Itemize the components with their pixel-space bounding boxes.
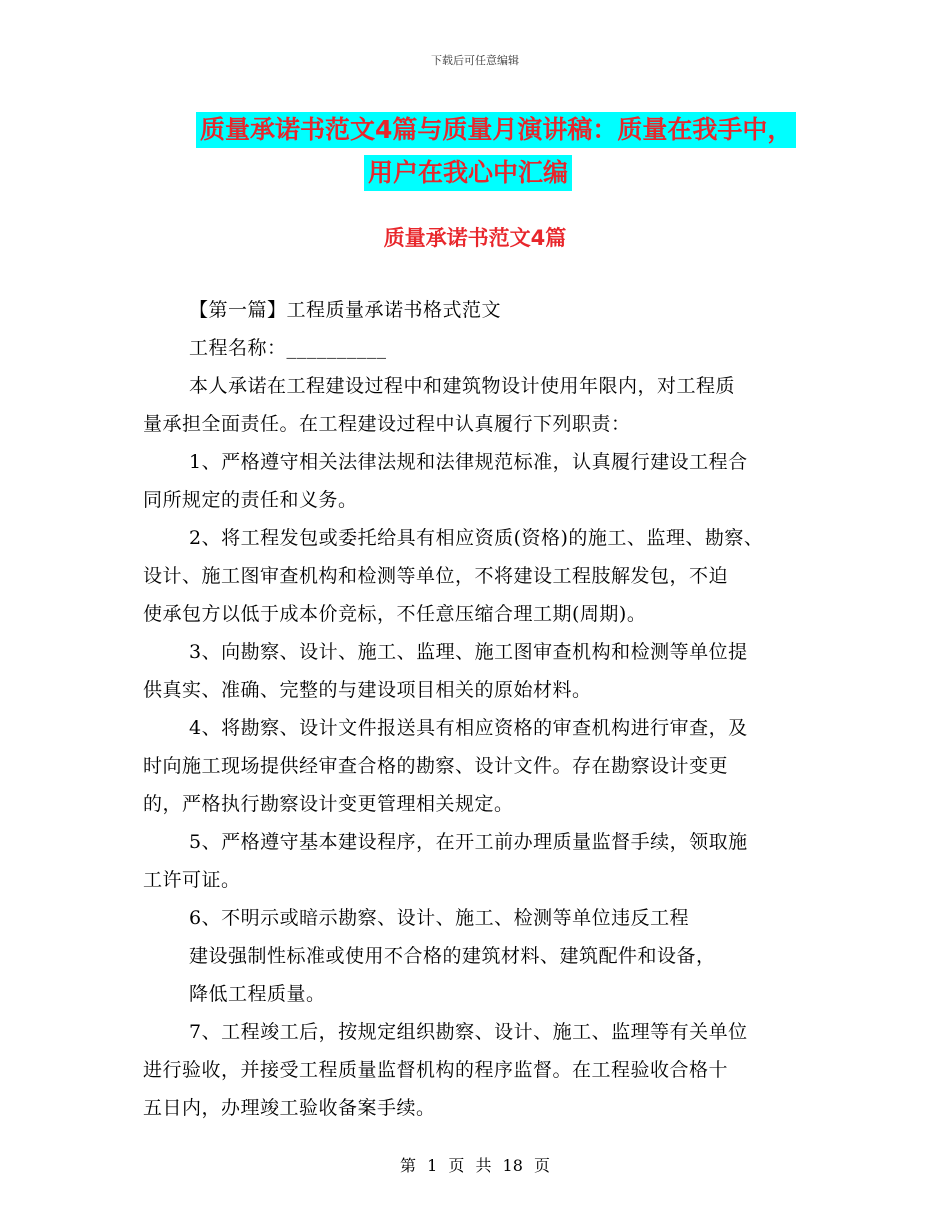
section-heading: 质量承诺书范文4篇: [383, 226, 567, 250]
body-line: 工许可证。: [143, 869, 241, 891]
body-line: 供真实、准确、完整的与建设项目相关的原始材料。: [143, 679, 592, 701]
body-line: 降低工程质量。: [189, 983, 326, 1005]
body-line: 使承包方以低于成本价竞标，不任意压缩合理工期(周期)。: [143, 603, 647, 625]
body-line: 4、将勘察、设计文件报送具有相应资格的审查机构进行审查，及: [189, 717, 748, 739]
body-line: 建设强制性标准或使用不合格的建筑材料、建筑配件和设备，: [189, 945, 716, 967]
body-line: 7、工程竣工后，按规定组织勘察、设计、施工、监理等有关单位: [189, 1021, 748, 1043]
body-line: 五日内，办理竣工验收备案手续。: [143, 1097, 436, 1119]
body-line: 时向施工现场提供经审查合格的勘察、设计文件。存在勘察设计变更: [143, 755, 729, 777]
body-line: 6、不明示或暗示勘察、设计、施工、检测等单位违反工程: [189, 907, 690, 929]
body-line: 1、严格遵守相关法律法规和法律规范标准，认真履行建设工程合: [189, 451, 748, 473]
body-line: 5、严格遵守基本建设程序，在开工前办理质量监督手续，领取施: [189, 831, 748, 853]
body-line: 量承担全面责任。在工程建设过程中认真履行下列职责：: [143, 413, 631, 435]
page-footer: 第 1 页 共 18 页: [400, 1156, 550, 1175]
document-title-line-2: 用户在我心中汇编: [364, 155, 572, 191]
body-line: 2、将工程发包或委托给具有相应资质(资格)的施工、监理、勘察、: [189, 527, 764, 549]
project-name-line: 工程名称：__________: [189, 337, 387, 359]
body-line: 的，严格执行勘察设计变更管理相关规定。: [143, 793, 514, 815]
header-note: 下载后可任意编辑: [431, 54, 519, 67]
body-line: 进行验收，并接受工程质量监督机构的程序监督。在工程验收合格十: [143, 1059, 729, 1081]
body-line: 同所规定的责任和义务。: [143, 489, 358, 511]
part-heading: 【第一篇】工程质量承诺书格式范文: [189, 299, 502, 321]
body-line: 本人承诺在工程建设过程中和建筑物设计使用年限内，对工程质: [189, 375, 736, 397]
document-title-line-1: 质量承诺书范文4篇与质量月演讲稿：质量在我手中，: [196, 112, 796, 148]
body-line: 3、向勘察、设计、施工、监理、施工图审查机构和检测等单位提: [189, 641, 748, 663]
document-body: [143, 291, 833, 1127]
body-line: 设计、施工图审查机构和检测等单位，不将建设工程肢解发包，不迫: [143, 565, 729, 587]
